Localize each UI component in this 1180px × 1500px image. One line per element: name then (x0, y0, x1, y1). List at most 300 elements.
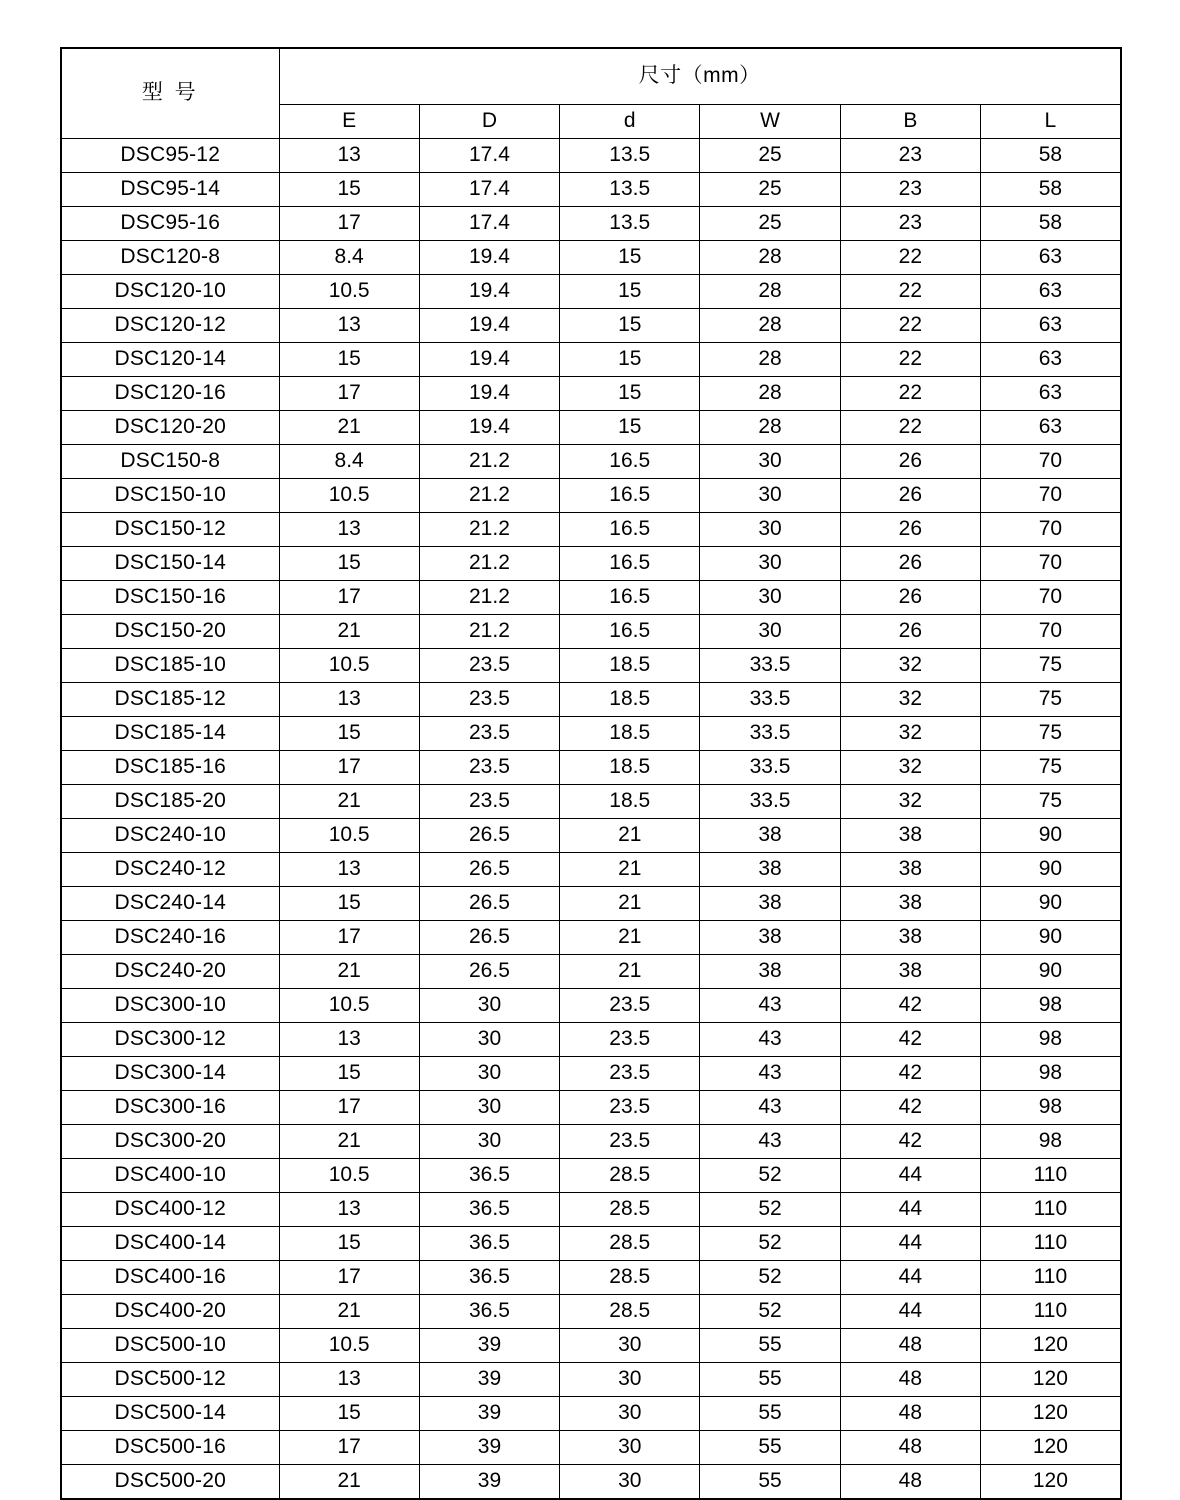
cell-model: DSC500-16 (61, 1431, 279, 1465)
cell-l: 75 (980, 649, 1120, 683)
cell-d-upper: 19.4 (419, 343, 559, 377)
cell-e: 8.4 (279, 241, 419, 275)
cell-d-lower: 16.5 (560, 547, 700, 581)
cell-model: DSC185-10 (61, 649, 279, 683)
cell-l: 110 (980, 1261, 1120, 1295)
table-row (61, 581, 1121, 615)
column-header-w: W (700, 105, 840, 139)
table-row (61, 615, 1121, 649)
cell-b: 26 (840, 445, 980, 479)
table-row (61, 411, 1121, 445)
cell-d-lower: 16.5 (560, 445, 700, 479)
table-row (61, 921, 1121, 955)
cell-l: 75 (980, 717, 1120, 751)
cell-model: DSC120-10 (61, 275, 279, 309)
cell-d-upper: 21.2 (419, 581, 559, 615)
cell-d-lower: 21 (560, 921, 700, 955)
cell-l: 90 (980, 819, 1120, 853)
cell-d-lower: 13.5 (560, 207, 700, 241)
cell-w: 52 (700, 1193, 840, 1227)
cell-model: DSC120-14 (61, 343, 279, 377)
cell-d-lower: 18.5 (560, 751, 700, 785)
cell-d-lower: 30 (560, 1397, 700, 1431)
cell-d-upper: 23.5 (419, 683, 559, 717)
cell-e: 21 (279, 955, 419, 989)
cell-d-upper: 30 (419, 1091, 559, 1125)
table-row (61, 1193, 1121, 1227)
cell-e: 10.5 (279, 479, 419, 513)
table-row (61, 955, 1121, 989)
cell-e: 21 (279, 1295, 419, 1329)
cell-b: 42 (840, 1057, 980, 1091)
cell-d-upper: 30 (419, 989, 559, 1023)
cell-d-upper: 39 (419, 1363, 559, 1397)
table-row (61, 377, 1121, 411)
cell-model: DSC185-14 (61, 717, 279, 751)
cell-d-lower: 18.5 (560, 717, 700, 751)
cell-d-upper: 17.4 (419, 207, 559, 241)
table-body (61, 139, 1121, 1500)
cell-model: DSC150-10 (61, 479, 279, 513)
cell-e: 15 (279, 887, 419, 921)
cell-w: 28 (700, 275, 840, 309)
cell-w: 55 (700, 1329, 840, 1363)
cell-w: 33.5 (700, 683, 840, 717)
cell-b: 32 (840, 649, 980, 683)
cell-e: 10.5 (279, 989, 419, 1023)
cell-b: 38 (840, 819, 980, 853)
cell-d-lower: 21 (560, 955, 700, 989)
cell-w: 43 (700, 989, 840, 1023)
cell-l: 90 (980, 921, 1120, 955)
cell-l: 70 (980, 615, 1120, 649)
cell-e: 13 (279, 1023, 419, 1057)
cell-b: 44 (840, 1295, 980, 1329)
cell-d-upper: 23.5 (419, 785, 559, 819)
cell-model: DSC150-20 (61, 615, 279, 649)
cell-d-upper: 21.2 (419, 513, 559, 547)
cell-l: 70 (980, 581, 1120, 615)
cell-model: DSC185-20 (61, 785, 279, 819)
cell-b: 42 (840, 1125, 980, 1159)
cell-e: 13 (279, 853, 419, 887)
table-head (61, 48, 1121, 139)
cell-d-upper: 36.5 (419, 1261, 559, 1295)
cell-l: 75 (980, 785, 1120, 819)
table-row (61, 1057, 1121, 1091)
table-row (61, 1159, 1121, 1193)
cell-d-upper: 21.2 (419, 445, 559, 479)
table-row (61, 1261, 1121, 1295)
table-row (61, 1295, 1121, 1329)
cell-e: 13 (279, 139, 419, 173)
cell-e: 17 (279, 377, 419, 411)
cell-model: DSC120-20 (61, 411, 279, 445)
cell-l: 98 (980, 989, 1120, 1023)
cell-model: DSC95-14 (61, 173, 279, 207)
cell-e: 8.4 (279, 445, 419, 479)
cell-d-upper: 17.4 (419, 173, 559, 207)
cell-model: DSC500-10 (61, 1329, 279, 1363)
cell-d-upper: 21.2 (419, 547, 559, 581)
cell-d-upper: 39 (419, 1431, 559, 1465)
cell-d-lower: 21 (560, 819, 700, 853)
cell-b: 44 (840, 1227, 980, 1261)
cell-b: 26 (840, 513, 980, 547)
cell-model: DSC150-8 (61, 445, 279, 479)
table-row (61, 275, 1121, 309)
cell-b: 48 (840, 1363, 980, 1397)
cell-d-lower: 30 (560, 1431, 700, 1465)
cell-w: 43 (700, 1125, 840, 1159)
cell-l: 110 (980, 1159, 1120, 1193)
cell-b: 22 (840, 411, 980, 445)
cell-e: 13 (279, 513, 419, 547)
cell-b: 44 (840, 1159, 980, 1193)
table-row (61, 1431, 1121, 1465)
cell-l: 110 (980, 1193, 1120, 1227)
cell-b: 22 (840, 377, 980, 411)
cell-l: 63 (980, 275, 1120, 309)
cell-w: 30 (700, 581, 840, 615)
cell-d-lower: 16.5 (560, 513, 700, 547)
cell-l: 63 (980, 343, 1120, 377)
cell-d-lower: 15 (560, 411, 700, 445)
table-row (61, 173, 1121, 207)
cell-d-lower: 16.5 (560, 479, 700, 513)
cell-d-upper: 26.5 (419, 853, 559, 887)
cell-e: 13 (279, 309, 419, 343)
cell-d-upper: 19.4 (419, 411, 559, 445)
cell-d-lower: 30 (560, 1329, 700, 1363)
cell-model: DSC400-20 (61, 1295, 279, 1329)
cell-b: 26 (840, 547, 980, 581)
cell-w: 43 (700, 1023, 840, 1057)
cell-e: 15 (279, 717, 419, 751)
cell-model: DSC300-10 (61, 989, 279, 1023)
column-header-d-lower: d (560, 105, 700, 139)
table-row (61, 853, 1121, 887)
cell-w: 33.5 (700, 751, 840, 785)
cell-model: DSC500-14 (61, 1397, 279, 1431)
cell-b: 23 (840, 207, 980, 241)
cell-l: 58 (980, 207, 1120, 241)
cell-w: 33.5 (700, 649, 840, 683)
cell-w: 43 (700, 1057, 840, 1091)
cell-l: 98 (980, 1125, 1120, 1159)
cell-w: 38 (700, 887, 840, 921)
cell-b: 26 (840, 581, 980, 615)
column-header-d-upper: D (419, 105, 559, 139)
cell-model: DSC300-20 (61, 1125, 279, 1159)
cell-e: 13 (279, 1363, 419, 1397)
cell-b: 22 (840, 309, 980, 343)
cell-e: 10.5 (279, 649, 419, 683)
cell-w: 33.5 (700, 785, 840, 819)
cell-d-upper: 19.4 (419, 241, 559, 275)
cell-d-lower: 15 (560, 309, 700, 343)
cell-d-lower: 16.5 (560, 581, 700, 615)
cell-w: 52 (700, 1261, 840, 1295)
cell-b: 32 (840, 683, 980, 717)
cell-w: 52 (700, 1295, 840, 1329)
cell-d-lower: 23.5 (560, 1125, 700, 1159)
cell-model: DSC300-16 (61, 1091, 279, 1125)
cell-model: DSC185-16 (61, 751, 279, 785)
table-row (61, 785, 1121, 819)
cell-l: 75 (980, 683, 1120, 717)
table-row (61, 1329, 1121, 1363)
cell-l: 120 (980, 1363, 1120, 1397)
cell-w: 28 (700, 241, 840, 275)
cell-e: 21 (279, 1465, 419, 1500)
cell-e: 17 (279, 207, 419, 241)
cell-l: 70 (980, 513, 1120, 547)
cell-e: 17 (279, 1261, 419, 1295)
table-row (61, 241, 1121, 275)
cell-w: 43 (700, 1091, 840, 1125)
cell-e: 17 (279, 581, 419, 615)
cell-model: DSC400-16 (61, 1261, 279, 1295)
cell-b: 22 (840, 343, 980, 377)
cell-e: 15 (279, 1397, 419, 1431)
cell-d-upper: 19.4 (419, 309, 559, 343)
table-row (61, 1125, 1121, 1159)
cell-w: 55 (700, 1363, 840, 1397)
table-row (61, 513, 1121, 547)
cell-w: 28 (700, 411, 840, 445)
cell-b: 23 (840, 173, 980, 207)
table-row (61, 683, 1121, 717)
cell-w: 55 (700, 1431, 840, 1465)
cell-l: 63 (980, 241, 1120, 275)
cell-w: 25 (700, 139, 840, 173)
cell-e: 21 (279, 785, 419, 819)
cell-b: 48 (840, 1329, 980, 1363)
cell-d-upper: 26.5 (419, 921, 559, 955)
cell-e: 13 (279, 683, 419, 717)
table-row (61, 649, 1121, 683)
cell-l: 63 (980, 309, 1120, 343)
cell-model: DSC500-20 (61, 1465, 279, 1500)
cell-model: DSC300-12 (61, 1023, 279, 1057)
cell-e: 15 (279, 173, 419, 207)
cell-w: 55 (700, 1397, 840, 1431)
cell-l: 98 (980, 1023, 1120, 1057)
cell-d-lower: 13.5 (560, 139, 700, 173)
cell-model: DSC500-12 (61, 1363, 279, 1397)
cell-w: 25 (700, 207, 840, 241)
cell-w: 30 (700, 615, 840, 649)
cell-w: 25 (700, 173, 840, 207)
cell-w: 28 (700, 343, 840, 377)
cell-d-lower: 18.5 (560, 683, 700, 717)
cell-e: 13 (279, 1193, 419, 1227)
cell-d-lower: 28.5 (560, 1261, 700, 1295)
cell-d-upper: 19.4 (419, 275, 559, 309)
cell-l: 110 (980, 1295, 1120, 1329)
cell-e: 15 (279, 547, 419, 581)
cell-d-lower: 30 (560, 1363, 700, 1397)
cell-b: 42 (840, 1023, 980, 1057)
cell-d-upper: 36.5 (419, 1159, 559, 1193)
cell-model: DSC150-16 (61, 581, 279, 615)
cell-l: 63 (980, 411, 1120, 445)
cell-l: 58 (980, 139, 1120, 173)
table-row (61, 1091, 1121, 1125)
cell-e: 21 (279, 411, 419, 445)
cell-l: 90 (980, 887, 1120, 921)
cell-l: 70 (980, 445, 1120, 479)
cell-model: DSC120-16 (61, 377, 279, 411)
column-header-b: B (840, 105, 980, 139)
cell-model: DSC120-8 (61, 241, 279, 275)
table-row (61, 139, 1121, 173)
column-header-dimensions: 尺寸（mm） (279, 48, 1121, 105)
column-header-model: 型 号 (61, 48, 279, 139)
cell-b: 44 (840, 1193, 980, 1227)
cell-d-upper: 39 (419, 1465, 559, 1500)
cell-l: 120 (980, 1397, 1120, 1431)
cell-l: 58 (980, 173, 1120, 207)
cell-b: 32 (840, 751, 980, 785)
cell-d-upper: 23.5 (419, 649, 559, 683)
cell-b: 26 (840, 479, 980, 513)
cell-b: 44 (840, 1261, 980, 1295)
cell-l: 90 (980, 853, 1120, 887)
cell-e: 10.5 (279, 1159, 419, 1193)
cell-w: 52 (700, 1159, 840, 1193)
cell-d-lower: 23.5 (560, 1091, 700, 1125)
cell-b: 42 (840, 1091, 980, 1125)
cell-b: 38 (840, 921, 980, 955)
table-row (61, 751, 1121, 785)
cell-e: 15 (279, 1227, 419, 1261)
cell-d-upper: 23.5 (419, 751, 559, 785)
cell-d-upper: 30 (419, 1023, 559, 1057)
cell-b: 32 (840, 717, 980, 751)
cell-e: 10.5 (279, 819, 419, 853)
cell-l: 110 (980, 1227, 1120, 1261)
cell-l: 90 (980, 955, 1120, 989)
cell-b: 22 (840, 275, 980, 309)
cell-b: 23 (840, 139, 980, 173)
cell-d-lower: 18.5 (560, 785, 700, 819)
cell-d-lower: 15 (560, 241, 700, 275)
table-row (61, 343, 1121, 377)
cell-d-upper: 26.5 (419, 955, 559, 989)
cell-b: 38 (840, 887, 980, 921)
table-row (61, 547, 1121, 581)
cell-d-upper: 39 (419, 1397, 559, 1431)
table-row (61, 989, 1121, 1023)
cell-l: 70 (980, 479, 1120, 513)
cell-b: 26 (840, 615, 980, 649)
cell-e: 10.5 (279, 1329, 419, 1363)
cell-d-upper: 39 (419, 1329, 559, 1363)
cell-d-lower: 18.5 (560, 649, 700, 683)
cell-b: 48 (840, 1397, 980, 1431)
cell-e: 15 (279, 343, 419, 377)
cell-d-upper: 36.5 (419, 1295, 559, 1329)
table-row (61, 1363, 1121, 1397)
cell-e: 21 (279, 1125, 419, 1159)
cell-d-lower: 13.5 (560, 173, 700, 207)
cell-w: 28 (700, 309, 840, 343)
cell-model: DSC120-12 (61, 309, 279, 343)
table-row (61, 1465, 1121, 1500)
cell-d-upper: 19.4 (419, 377, 559, 411)
cell-model: DSC150-14 (61, 547, 279, 581)
cell-model: DSC240-14 (61, 887, 279, 921)
cell-l: 120 (980, 1465, 1120, 1500)
table-row (61, 1023, 1121, 1057)
cell-d-upper: 21.2 (419, 479, 559, 513)
cell-b: 48 (840, 1465, 980, 1500)
cell-model: DSC240-12 (61, 853, 279, 887)
table-row (61, 309, 1121, 343)
cell-w: 28 (700, 377, 840, 411)
cell-model: DSC240-16 (61, 921, 279, 955)
table-row (61, 1227, 1121, 1261)
cell-d-upper: 30 (419, 1125, 559, 1159)
cell-w: 55 (700, 1465, 840, 1500)
cell-b: 22 (840, 241, 980, 275)
column-header-e: E (279, 105, 419, 139)
cell-b: 42 (840, 989, 980, 1023)
cell-l: 70 (980, 547, 1120, 581)
cell-d-lower: 15 (560, 343, 700, 377)
cell-d-lower: 28.5 (560, 1227, 700, 1261)
cell-e: 17 (279, 1431, 419, 1465)
cell-b: 38 (840, 955, 980, 989)
cell-b: 32 (840, 785, 980, 819)
cell-e: 15 (279, 1057, 419, 1091)
cell-d-upper: 21.2 (419, 615, 559, 649)
cell-d-lower: 23.5 (560, 989, 700, 1023)
cell-d-upper: 17.4 (419, 139, 559, 173)
cell-b: 48 (840, 1431, 980, 1465)
cell-w: 52 (700, 1227, 840, 1261)
cell-l: 120 (980, 1329, 1120, 1363)
cell-d-lower: 28.5 (560, 1193, 700, 1227)
cell-l: 120 (980, 1431, 1120, 1465)
cell-model: DSC95-16 (61, 207, 279, 241)
cell-w: 38 (700, 853, 840, 887)
cell-model: DSC240-20 (61, 955, 279, 989)
cell-d-lower: 15 (560, 377, 700, 411)
cell-d-lower: 28.5 (560, 1295, 700, 1329)
cell-model: DSC150-12 (61, 513, 279, 547)
cell-d-upper: 23.5 (419, 717, 559, 751)
cell-model: DSC400-12 (61, 1193, 279, 1227)
cell-w: 30 (700, 513, 840, 547)
cell-model: DSC240-10 (61, 819, 279, 853)
cell-w: 30 (700, 547, 840, 581)
cell-e: 17 (279, 1091, 419, 1125)
cell-e: 17 (279, 921, 419, 955)
cell-d-upper: 30 (419, 1057, 559, 1091)
cell-w: 38 (700, 955, 840, 989)
table-header-row-group (61, 48, 1121, 105)
column-header-l: L (980, 105, 1120, 139)
cell-d-upper: 26.5 (419, 887, 559, 921)
cell-e: 21 (279, 615, 419, 649)
cell-w: 33.5 (700, 717, 840, 751)
cell-w: 38 (700, 921, 840, 955)
cell-d-lower: 23.5 (560, 1023, 700, 1057)
cell-e: 17 (279, 751, 419, 785)
